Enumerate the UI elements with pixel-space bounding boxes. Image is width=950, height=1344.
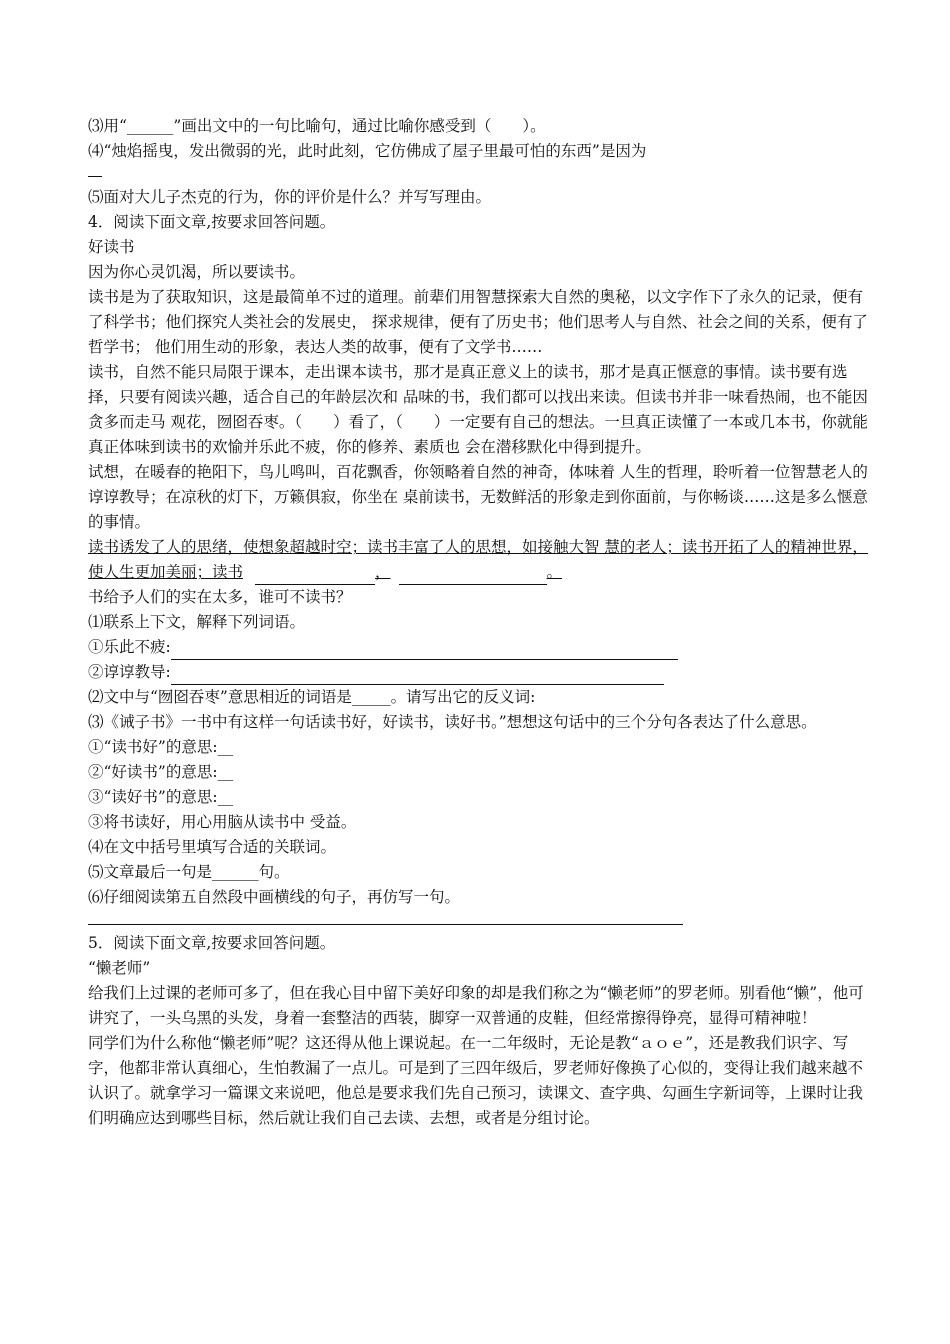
q3-item4: ⑷“烛焰摇曳，发出微弱的光，此时此刻，它仿佛成了屋子里最可怕的东西”是因为 <box>88 142 647 160</box>
q4-paragraph-5-end: 。 <box>546 563 563 581</box>
q3-item3: ⑶用“______”画出文中的一句比喻句，通过比喻你感受到（ ）。 <box>88 117 546 135</box>
q4-sub1-b-label: ②谆谆教导: <box>88 663 171 681</box>
q3-item5: ⑸面对大儿子杰克的行为，你的评价是什么？并写写理由。 <box>88 188 492 206</box>
q4-heading: 4．阅读下面文章,按要求回答问题。 <box>88 213 336 231</box>
q4-sub1: ⑴联系上下文，解释下列词语。 <box>88 613 306 631</box>
q5-paragraph-1: 给我们上过课的老师可多了，但在我心目中留下美好印象的却是我们称之为“懒老师”的罗老师。别看他“懒”，他可讲究了，一头乌黑的头发，身着一套整洁的西装，脚穿一双普通的皮鞋，但经常擦得铮亮，显得可精神啦！ <box>88 984 864 1027</box>
q5-title: “懒老师” <box>88 959 151 977</box>
document-page <box>88 114 868 1131</box>
q4-paragraph-5-underlined <box>88 535 868 585</box>
answer-line[interactable] <box>171 666 664 685</box>
q4-sub3-b: ②“好读书”的意思:__ <box>88 763 234 781</box>
q5-paragraph-2: 同学们为什么称他“懒老师”呢？这还得从他上课说起。在一二年级时，无论是教“ａｏｅ”，还是教我们识字、写字，他都非常认真细心，生怕教漏了一点儿。可是到了三四年级后，罗老师好像换了心似的，变得让我们越来越不认识了。就拿学习一篇课文来说吧，他总是要求我们先自己预习，读课文、查字典、勾画生字新词等，上课时让我们明确应达到哪些目标，然后就让我们自己去读、去想，或者是分组讨论。 <box>88 1034 864 1127</box>
q4-paragraph-3: 读书，自然不能只局限于课本，走出课本读书，那才是真正意义上的读书，那才是真正惬意的事情。读书要有选择，只要有阅读兴趣，适合自己的年龄层次和 品味的书，我们都可以找出来读。但读书并非一味看热闹，也不能因贪多而走马 观花，囫囵吞枣。（ ）看了，（ ）一定要有自己的想法。一旦真正读懂了一本或几本书，你就能真正体味到读书的欢愉并乐此不疲，你的修养、素质也 会在潜移默化中得到提升。 <box>88 363 868 456</box>
fill-blank-2[interactable] <box>399 566 547 585</box>
q4-sub3: ⑶《诫子书》一书中有这样一句话读书好，好读书，读好书。”想想这句话中的三个分句各表达了什么意思。 <box>88 713 817 731</box>
q4-sub3-a: ①“读书好”的意思:__ <box>88 738 234 756</box>
q4-sub1-a-label: ①乐此不疲: <box>88 638 171 656</box>
q4-sub4: ⑷在文中括号里填写合适的关联词。 <box>88 838 337 856</box>
answer-line[interactable] <box>88 910 683 925</box>
q4-paragraph-5-text: 读书诱发了人的思绪，使想象超越时空；读书丰富了人的思想，如接触大智 慧的老人；读书开拓了人的精神世界，使人生更加美丽；读书 <box>88 538 868 581</box>
q4-sub6: ⑹仔细阅读第五自然段中画横线的句子，再仿写一句。 <box>88 888 461 906</box>
q4-sub2: ⑵文中与“囫囵吞枣”意思相近的词语是_____。请写出它的反义词: <box>88 688 536 706</box>
q4-paragraph-6: 书给予人们的实在太多，谁可不读书？ <box>88 588 352 606</box>
q4-sub3-d: ③将书读好，用心用脑从读书中 受益。 <box>88 813 357 831</box>
q4-paragraph-2: 读书是为了获取知识，这是最简单不过的道理。前辈们用智慧探索大自然的奥秘，以文字作下了永久的记录，便有了科学书；他们探究人类社会的发展史， 探求规律，便有了历史书；他们思考人与自然、社会之间的关系，便有了哲学书； 他们用生动的形象，表达人类的故事，便有了文学书…… <box>88 288 868 356</box>
q4-title: 好读书 <box>88 238 135 256</box>
q4-paragraph-4: 试想，在暖春的艳阳下，鸟儿鸣叫，百花飘香，你领略着自然的神奇，体味着 人生的哲理，聆听着一位智慧老人的谆谆教导；在凉秋的灯下，万籁俱寂，你坐在 桌前读书，无数鲜活的形象走到你面前，与你畅谈……这是多么惬意的事情。 <box>88 463 868 531</box>
q4-paragraph-5-sep: ， <box>375 563 391 581</box>
q4-sub3-c: ③“读好书”的意思:__ <box>88 788 234 806</box>
q4-sub1-a <box>88 635 868 660</box>
answer-blank[interactable] <box>88 164 102 177</box>
fill-blank-1[interactable] <box>255 566 375 585</box>
q4-sub5: ⑸文章最后一句是______句。 <box>88 863 290 881</box>
q5-heading: 5．阅读下面文章,按要求回答问题。 <box>88 934 336 952</box>
q4-sub1-b <box>88 660 868 685</box>
answer-line[interactable] <box>171 641 678 660</box>
q4-paragraph-1: 因为你心灵饥渴，所以要读书。 <box>88 263 306 281</box>
